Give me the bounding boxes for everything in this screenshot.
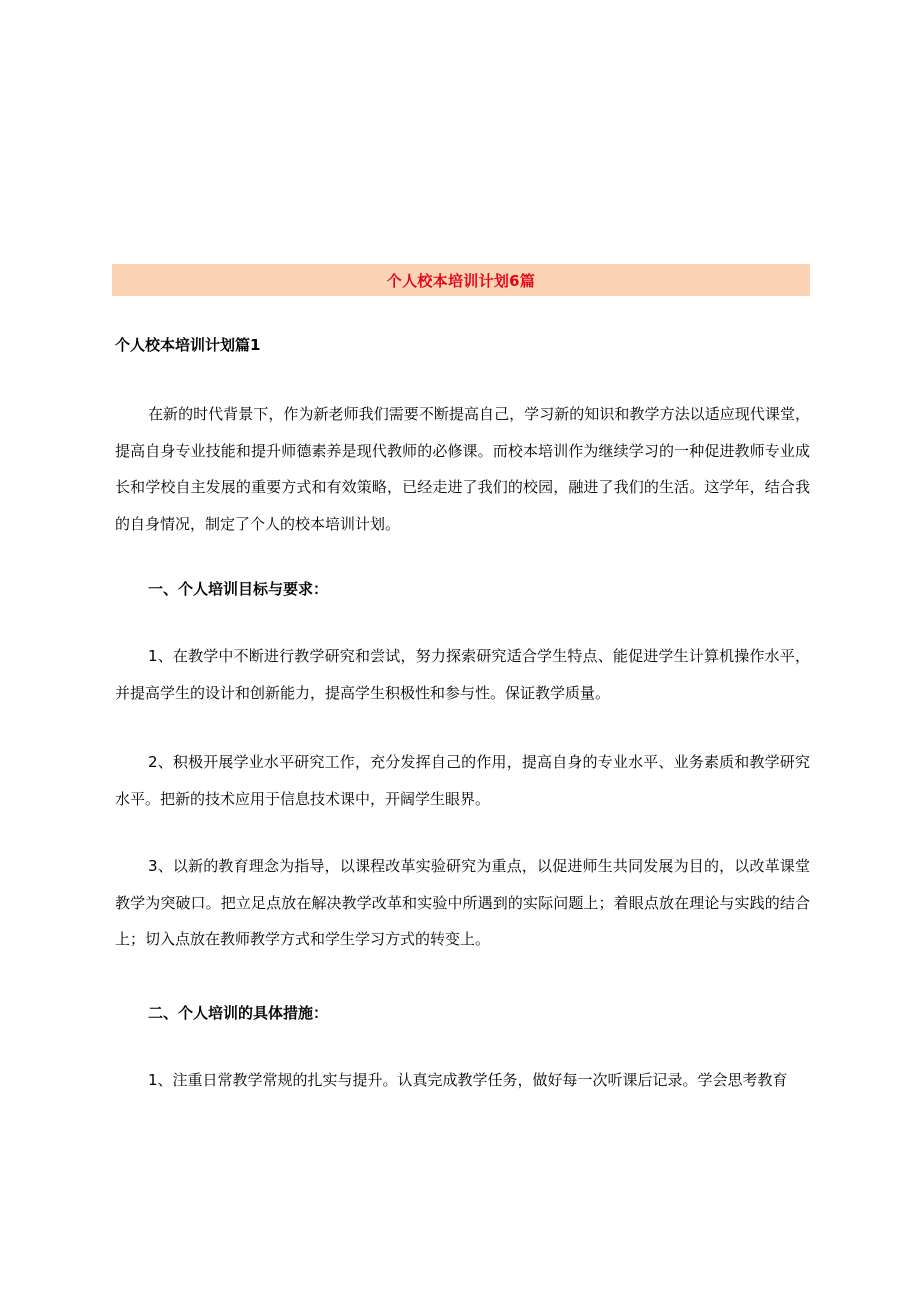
section-2-item-1: 1、注重日常教学常规的扎实与提升。认真完成教学任务，做好每一次听课后记录。学会思考教育: [148, 1071, 788, 1089]
section-1-heading: 一、个人培训目标与要求：: [148, 580, 329, 598]
article-heading: 个人校本培训计划篇1: [115, 336, 261, 354]
document-title: 个人校本培训计划6篇: [386, 271, 536, 290]
title-banner: [112, 264, 810, 296]
section-1-item-2: 2、积极开展学业水平研究工作，充分发挥自己的作用，提高自身的专业水平、业务素质和教学研究水平。把新的技术应用于信息技术课中，开阔学生眼界。: [115, 753, 810, 808]
section-2-heading: 二、个人培训的具体措施：: [148, 1004, 329, 1022]
section-1-item-1: 1、在教学中不断进行教学研究和尝试，努力探索研究适合学生特点、能促进学生计算机操作水平，并提高学生的设计和创新能力，提高学生积极性和参与性。保证教学质量。: [115, 647, 810, 702]
section-1-item-3: 3、以新的教育理念为指导，以课程改革实验研究为重点，以促进师生共同发展为目的，以改革课堂教学为突破口。把立足点放在解决教学改革和实验中所遇到的实际问题上；着眼点放在理论与实践的结合上；切入点放在教师教学方式和学生学习方式的转变上。: [115, 857, 810, 948]
intro-paragraph: 在新的时代背景下，作为新老师我们需要不断提高自己，学习新的知识和教学方法以适应现代课堂，提高自身专业技能和提升师德素养是现代教师的必修课。而校本培训作为继续学习的一种促进教师专业成长和学校自主发展的重要方式和有效策略，已经走进了我们的校园，融进了我们的生活。这学年，结合我的自身情况，制定了个人的校本培训计划。: [115, 405, 810, 533]
